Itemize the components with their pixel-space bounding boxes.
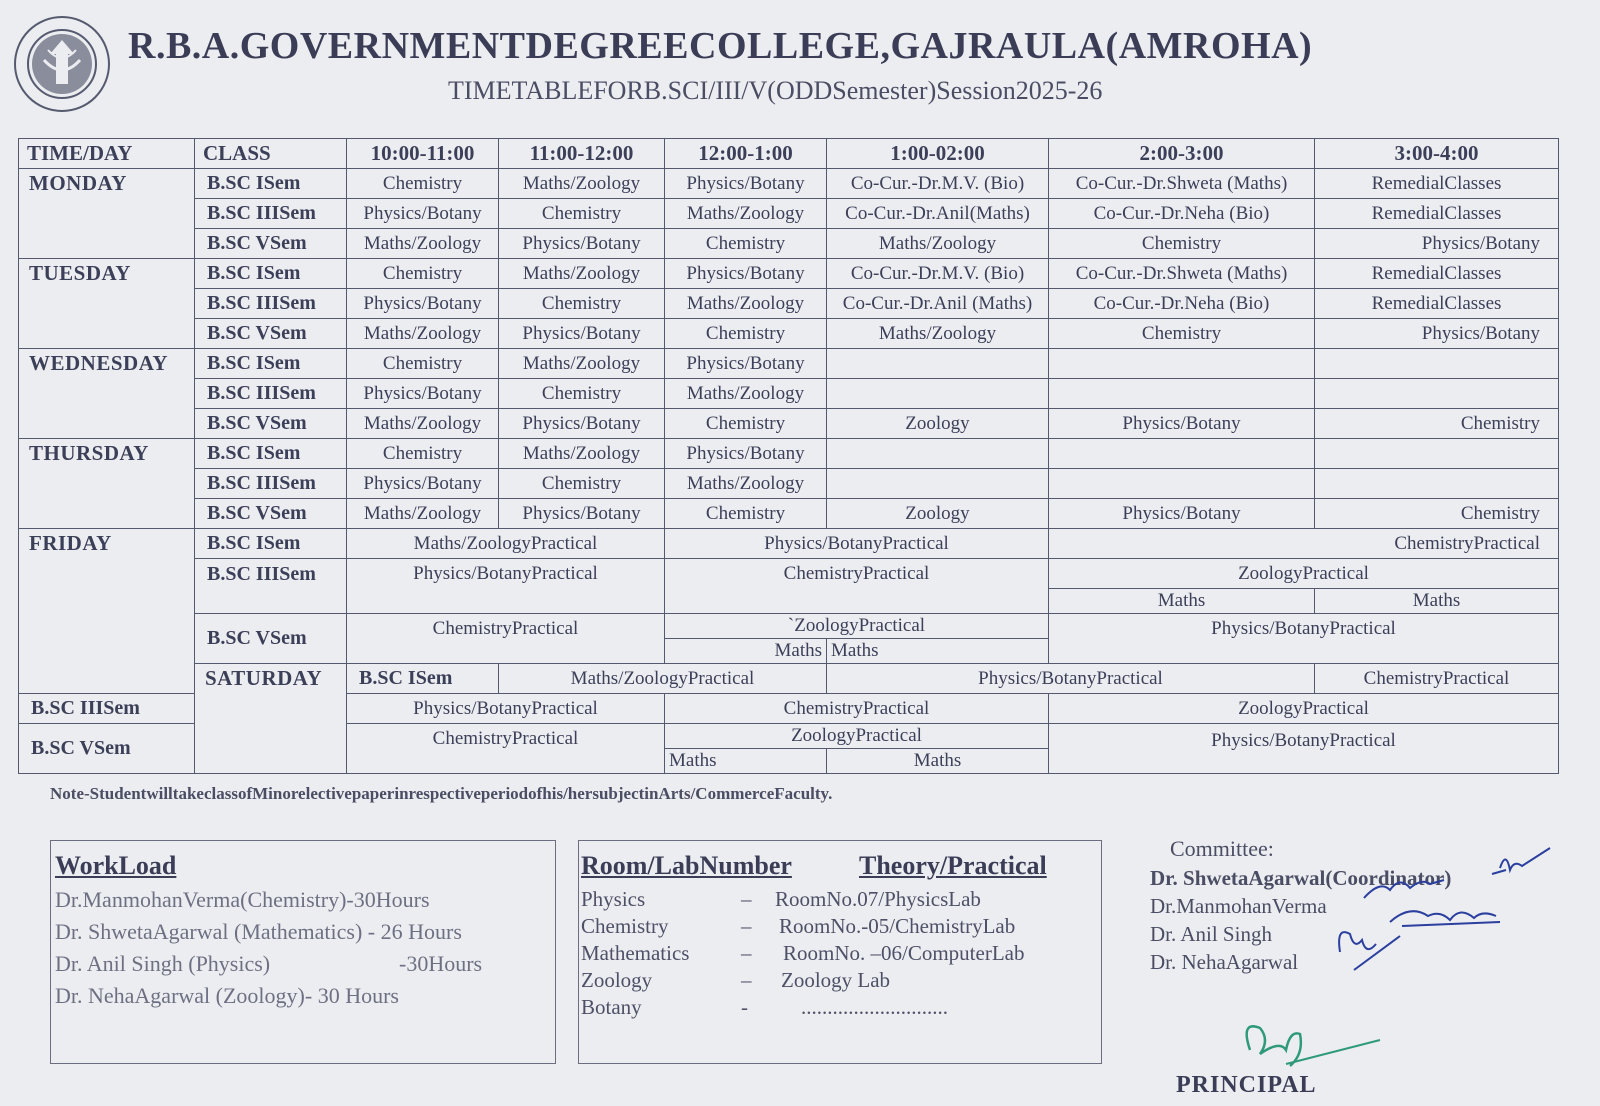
header-slot-6: 3:00-4:00 <box>1315 139 1559 169</box>
period-cell: Co-Cur.-Dr.Shweta (Maths) <box>1049 259 1315 289</box>
period-cell: Chemistry <box>347 439 499 469</box>
class-label: B.SC ISem <box>195 259 347 289</box>
table-row <box>19 469 1559 499</box>
practical-subcell: Maths <box>1315 589 1559 614</box>
practical-cell: ZoologyPractical <box>665 724 1049 749</box>
table-row <box>19 529 1559 559</box>
period-cell: Chemistry <box>499 469 665 499</box>
period-cell: Maths/Zoology <box>665 379 827 409</box>
day-thursday: THURSDAY <box>19 439 195 529</box>
room-value: Zoology Lab <box>781 968 891 992</box>
room-dash: – <box>741 914 752 938</box>
period-cell: Physics/Botany <box>1049 499 1315 529</box>
period-cell <box>1315 379 1559 409</box>
timetable-note: Note-StudentwilltakeclassofMinorelectivepaperinrespectiveperiodofhis/hersubjectinArts/CommerceFaculty. <box>50 784 833 803</box>
day-saturday: SATURDAY <box>195 664 347 774</box>
period-cell: Chemistry <box>347 259 499 289</box>
practical-cell: Maths/ZoologyPractical <box>347 529 665 559</box>
class-label: B.SC IIISem <box>19 694 195 724</box>
class-label: B.SC IIISem <box>195 289 347 319</box>
committee-member: Dr. ShwetaAgarwal(Coordinator) <box>1150 866 1452 890</box>
period-cell: Physics/Botany <box>499 229 665 259</box>
period-cell: Maths/Zoology <box>347 229 499 259</box>
class-label: B.SC IIISem <box>195 379 347 409</box>
header-slot-4: 1:00-02:00 <box>827 139 1049 169</box>
period-cell: Physics/Botany <box>665 169 827 199</box>
timetable-subtitle: TIMETABLEFORB.SCI/III/V(ODDSemester)Session2025-26 <box>448 76 1103 105</box>
practical-cell: ChemistryPractical <box>1049 529 1559 559</box>
room-dash: – <box>741 887 752 911</box>
practical-cell: `ZoologyPractical <box>665 614 1049 639</box>
period-cell <box>1315 349 1559 379</box>
room-dash: – <box>741 968 752 992</box>
period-cell: Chemistry <box>665 229 827 259</box>
period-cell <box>827 469 1049 499</box>
period-cell: Chemistry <box>499 289 665 319</box>
practical-cell: ChemistryPractical <box>665 694 1049 724</box>
table-row <box>19 614 1559 639</box>
table-row <box>19 169 1559 199</box>
practical-cell: Physics/BotanyPractical <box>665 529 1049 559</box>
practical-cell: Physics/BotanyPractical <box>1049 614 1559 664</box>
period-cell: RemedialClasses <box>1315 259 1559 289</box>
period-cell: Physics/Botany <box>499 319 665 349</box>
room-lab-title: Room/LabNumber <box>581 851 792 880</box>
period-cell: Physics/Botany <box>347 199 499 229</box>
period-cell: Co-Cur.-Dr.Neha (Bio) <box>1049 289 1315 319</box>
period-cell: Chemistry <box>665 319 827 349</box>
document-header <box>0 0 1600 128</box>
room-subject: Physics <box>581 887 646 911</box>
workload-item: Dr. Anil Singh (Physics) <box>55 951 271 976</box>
principal-label: PRINCIPAL <box>1176 1072 1317 1098</box>
practical-cell: Physics/BotanyPractical <box>827 664 1315 694</box>
period-cell: Physics/Botany <box>1315 319 1559 349</box>
period-cell: Chemistry <box>347 169 499 199</box>
period-cell: Maths/Zoology <box>499 169 665 199</box>
table-header-row <box>19 139 1559 169</box>
period-cell: Physics/Botany <box>665 349 827 379</box>
table-row <box>19 349 1559 379</box>
room-subject: Botany <box>581 995 642 1019</box>
period-cell: Maths/Zoology <box>827 229 1049 259</box>
timetable <box>18 138 1559 774</box>
header-slot-2: 11:00-12:00 <box>499 139 665 169</box>
period-cell: RemedialClasses <box>1315 199 1559 229</box>
period-cell: Maths/Zoology <box>499 259 665 289</box>
practical-cell: ChemistryPractical <box>347 724 665 774</box>
period-cell: Chemistry <box>499 379 665 409</box>
practical-cell: ChemistryPractical <box>665 559 1049 614</box>
period-cell: Co-Cur.-Dr.Anil (Maths) <box>827 289 1049 319</box>
class-label: B.SC ISem <box>195 349 347 379</box>
table-row <box>19 379 1559 409</box>
committee-member: Dr. NehaAgarwal <box>1150 950 1299 974</box>
class-label: B.SC ISem <box>195 169 347 199</box>
period-cell <box>827 349 1049 379</box>
practical-cell: Physics/BotanyPractical <box>1049 724 1559 774</box>
period-cell: Chemistry <box>499 199 665 229</box>
workload-item: Dr. NehaAgarwal (Zoology)- 30 Hours <box>55 983 399 1008</box>
table-row <box>19 229 1559 259</box>
period-cell: Maths/Zoology <box>347 499 499 529</box>
period-cell <box>1049 439 1315 469</box>
committee-heading: Committee: <box>1170 836 1274 861</box>
room-subject: Chemistry <box>581 914 669 938</box>
period-cell: Chemistry <box>1315 499 1559 529</box>
practical-cell: ZoologyPractical <box>1049 559 1559 589</box>
period-cell: Zoology <box>827 499 1049 529</box>
day-friday: FRIDAY <box>19 529 195 694</box>
period-cell: Co-Cur.-Dr.Shweta (Maths) <box>1049 169 1315 199</box>
class-label: B.SC IIISem <box>195 469 347 499</box>
period-cell: Physics/Botany <box>1315 229 1559 259</box>
period-cell: Physics/Botany <box>665 259 827 289</box>
room-dash: - <box>741 995 748 1019</box>
period-cell: Maths/Zoology <box>499 349 665 379</box>
practical-cell: ChemistryPractical <box>347 614 665 664</box>
period-cell: Maths/Zoology <box>347 409 499 439</box>
practical-cell: Physics/BotanyPractical <box>347 694 665 724</box>
period-cell: Maths/Zoology <box>665 199 827 229</box>
college-title: R.B.A.GOVERNMENTDEGREECOLLEGE,GAJRAULA(AMROHA) <box>128 25 1313 67</box>
room-value: RoomNo. –06/ComputerLab <box>783 941 1025 965</box>
table-row <box>19 199 1559 229</box>
period-cell <box>1049 469 1315 499</box>
class-label: B.SC VSem <box>195 499 347 529</box>
practical-subcell: Maths <box>827 749 1049 774</box>
period-cell: Co-Cur.-Dr.Neha (Bio) <box>1049 199 1315 229</box>
period-cell: Physics/Botany <box>347 289 499 319</box>
table-row <box>19 409 1559 439</box>
header-timeday: TIME/DAY <box>19 139 195 169</box>
table-row <box>19 439 1559 469</box>
period-cell: Physics/Botany <box>1049 409 1315 439</box>
period-cell: Chemistry <box>1049 229 1315 259</box>
period-cell: Maths/Zoology <box>347 319 499 349</box>
practical-subcell: Maths <box>665 639 827 664</box>
table-row <box>19 259 1559 289</box>
room-dash: – <box>741 941 752 965</box>
period-cell: Zoology <box>827 409 1049 439</box>
class-label: B.SC VSem <box>195 614 347 664</box>
committee-signatures <box>1310 840 1580 980</box>
period-cell <box>827 379 1049 409</box>
header-slot-5: 2:00-3:00 <box>1049 139 1315 169</box>
table-row <box>19 289 1559 319</box>
period-cell: Maths/Zoology <box>499 439 665 469</box>
period-cell: Co-Cur.-Dr.M.V. (Bio) <box>827 169 1049 199</box>
practical-subcell: Maths <box>665 749 827 774</box>
period-cell: Physics/Botany <box>347 469 499 499</box>
header-slot-3: 12:00-1:00 <box>665 139 827 169</box>
workload-hours: -30Hours <box>399 951 483 976</box>
period-cell <box>1049 379 1315 409</box>
header-class: CLASS <box>195 139 347 169</box>
period-cell: Physics/Botany <box>499 499 665 529</box>
period-cell: RemedialClasses <box>1315 169 1559 199</box>
class-label: B.SC VSem <box>19 724 195 774</box>
class-label: B.SC VSem <box>195 409 347 439</box>
period-cell: Physics/Botany <box>499 409 665 439</box>
table-row <box>19 559 1559 589</box>
period-cell: Maths/Zoology <box>665 469 827 499</box>
practical-cell: Physics/BotanyPractical <box>347 559 665 614</box>
period-cell <box>1315 469 1559 499</box>
room-value: RoomNo.-05/ChemistryLab <box>779 914 1016 938</box>
class-label: B.SC IIISem <box>195 559 347 614</box>
room-lab-box <box>578 840 1102 1064</box>
committee-member: Dr. Anil Singh <box>1150 922 1272 946</box>
day-tuesday: TUESDAY <box>19 259 195 349</box>
period-cell: RemedialClasses <box>1315 289 1559 319</box>
period-cell: Maths/Zoology <box>827 319 1049 349</box>
table-row <box>19 664 1559 694</box>
period-cell <box>1049 349 1315 379</box>
period-cell <box>1315 439 1559 469</box>
period-cell: Maths/Zoology <box>665 289 827 319</box>
period-cell: Chemistry <box>1049 319 1315 349</box>
workload-box <box>50 840 556 1064</box>
period-cell: Chemistry <box>665 499 827 529</box>
college-seal-icon <box>12 14 112 114</box>
theory-practical-title: Theory/Practical <box>859 851 1047 880</box>
room-value: ............................ <box>801 995 948 1019</box>
class-label: B.SC VSem <box>195 319 347 349</box>
class-label: B.SC ISem <box>195 439 347 469</box>
period-cell: Co-Cur.-Dr.M.V. (Bio) <box>827 259 1049 289</box>
class-label: B.SC VSem <box>195 229 347 259</box>
practical-cell: ChemistryPractical <box>1315 664 1559 694</box>
committee-member: Dr.ManmohanVerma <box>1150 894 1327 918</box>
workload-item: Dr. ShwetaAgarwal (Mathematics) - 26 Hours <box>55 919 462 944</box>
class-label: B.SC ISem <box>347 664 499 694</box>
practical-cell: ZoologyPractical <box>1049 694 1559 724</box>
class-label: B.SC ISem <box>195 529 347 559</box>
period-cell: Physics/Botany <box>347 379 499 409</box>
room-value: RoomNo.07/PhysicsLab <box>775 887 981 911</box>
day-wednesday: WEDNESDAY <box>19 349 195 439</box>
room-subject: Zoology <box>581 968 653 992</box>
period-cell: Chemistry <box>347 349 499 379</box>
period-cell: Chemistry <box>665 409 827 439</box>
header-slot-1: 10:00-11:00 <box>347 139 499 169</box>
workload-item: Dr.ManmohanVerma(Chemistry)-30Hours <box>55 887 430 912</box>
period-cell: Chemistry <box>1315 409 1559 439</box>
room-subject: Mathematics <box>581 941 690 965</box>
table-row <box>19 499 1559 529</box>
practical-subcell: Maths <box>827 639 1049 664</box>
day-monday: MONDAY <box>19 169 195 259</box>
period-cell: Physics/Botany <box>665 439 827 469</box>
class-label: B.SC IIISem <box>195 199 347 229</box>
period-cell: Co-Cur.-Dr.Anil(Maths) <box>827 199 1049 229</box>
practical-cell: Maths/ZoologyPractical <box>499 664 827 694</box>
principal-signature <box>1230 1010 1390 1080</box>
period-cell <box>827 439 1049 469</box>
workload-title: WorkLoad <box>55 851 177 880</box>
table-row <box>19 319 1559 349</box>
practical-subcell: Maths <box>1049 589 1315 614</box>
